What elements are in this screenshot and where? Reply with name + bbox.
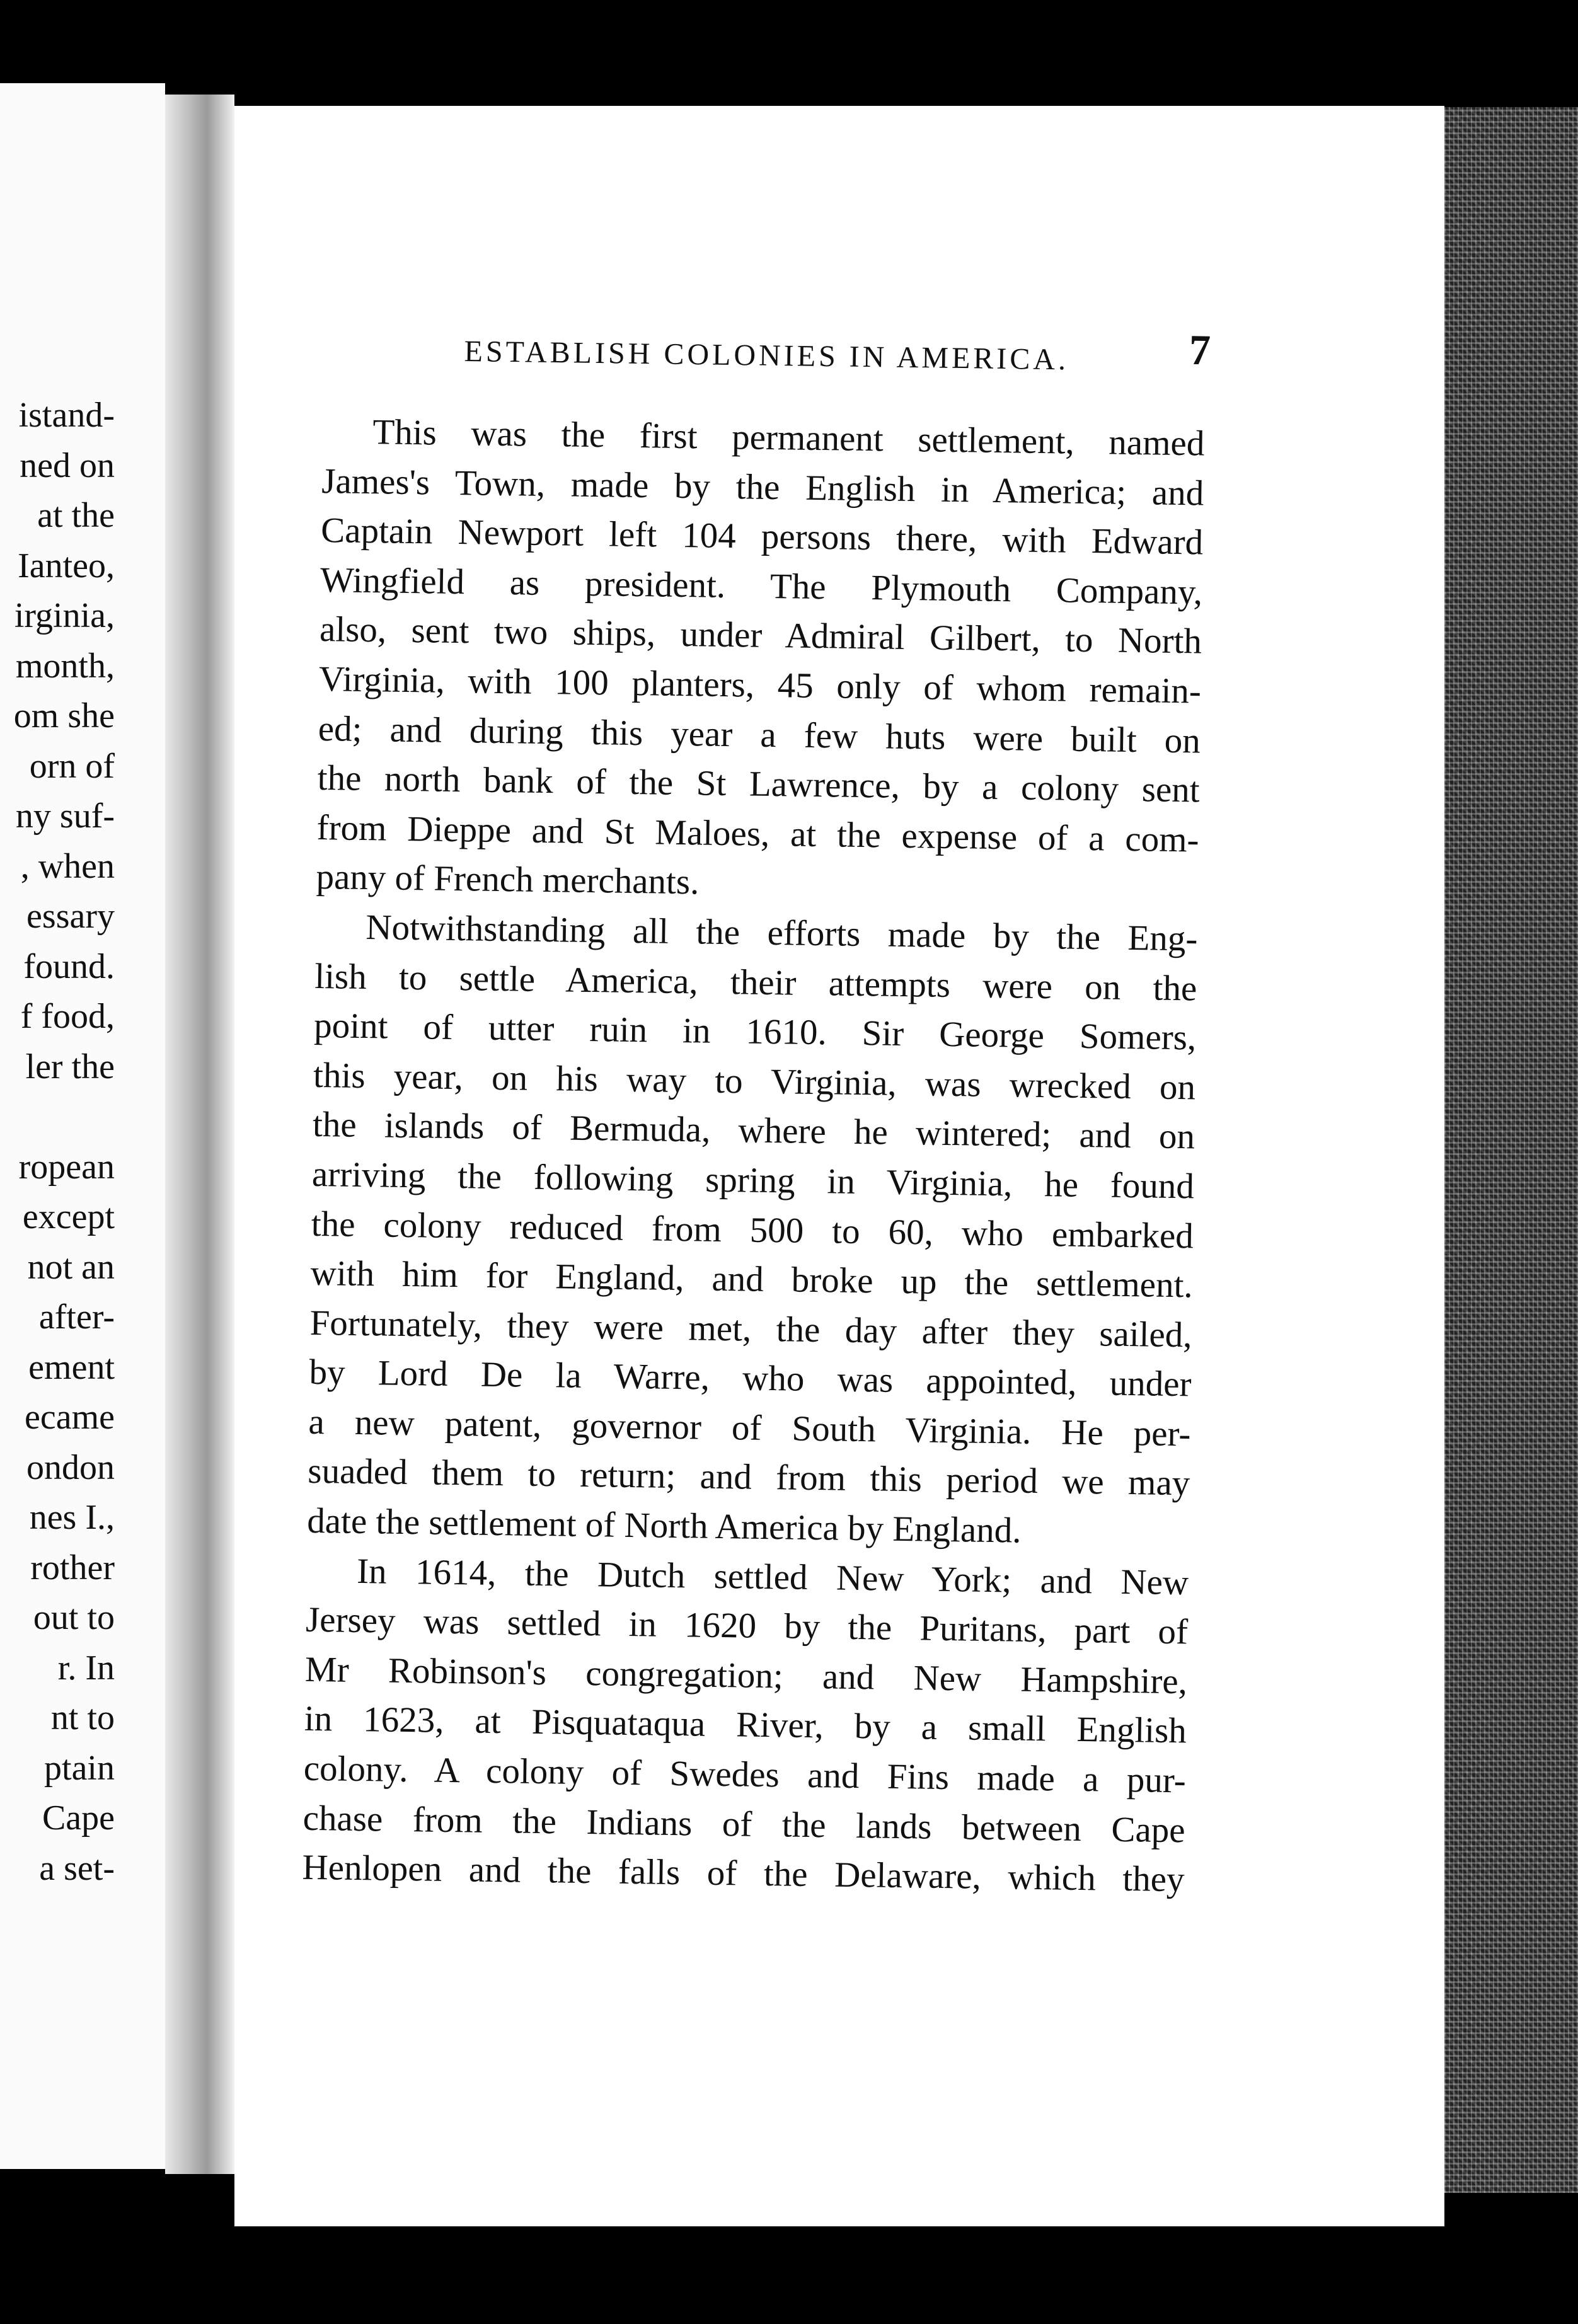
left-line: nes I.,: [29, 1498, 115, 1537]
left-line: , when: [20, 846, 115, 886]
text-line: Mr Robinson's congregation; and New Hampshire,: [304, 1649, 1188, 1702]
left-line: ropean: [18, 1147, 115, 1187]
left-line: month,: [15, 646, 115, 686]
left-line: orn of: [29, 746, 115, 786]
text-line: from Dieppe and St Maloes, at the expense of a com-: [316, 807, 1199, 860]
left-line: ned on: [20, 446, 115, 485]
paragraph: [307, 902, 1198, 1558]
text-line: Notwithstanding all the efforts made by the Eng-: [366, 907, 1198, 959]
text-line: Fortunately, they were met, the day after they sailed,: [309, 1303, 1193, 1355]
left-line: ement: [28, 1347, 115, 1387]
left-line: out to: [33, 1598, 115, 1637]
text-line: with him for England, and broke up the settlement.: [310, 1253, 1194, 1306]
text-line: suaded them to return; and from this period we may: [307, 1451, 1190, 1504]
left-line: a set-: [39, 1848, 115, 1888]
paragraph: [302, 1546, 1189, 1905]
text-line: the islands of Bermuda, where he wintered; and on: [312, 1105, 1195, 1157]
left-page: [0, 83, 165, 2169]
text-line: ed; and during this year a few huts were built on: [318, 708, 1201, 761]
text-line: Captain Newport left 104 persons there, with Edward: [320, 510, 1204, 563]
left-line: istand-: [18, 396, 115, 435]
text-line: Jersey was settled in 1620 by the Puritans, part of: [305, 1600, 1189, 1652]
left-line: not an: [27, 1247, 115, 1287]
left-page-text-fragments: [14, 391, 115, 1894]
text-line: In 1614, the Dutch settled New York; and New: [356, 1551, 1189, 1603]
left-line: at the: [37, 496, 115, 535]
text-line: the colony reduced from 500 to 60, who embarked: [311, 1204, 1194, 1256]
text-line: pany of French merchants.: [316, 857, 700, 902]
left-line-gap: [14, 1092, 115, 1142]
page-number: 7: [1189, 325, 1211, 374]
text-line: arriving the following spring in Virginia, he found: [311, 1154, 1195, 1207]
left-line: ny suf-: [15, 797, 115, 836]
left-line: nt to: [50, 1698, 115, 1737]
left-line: r. In: [57, 1648, 115, 1688]
text-line: by Lord De la Warre, who was appointed, under: [309, 1352, 1192, 1405]
text-line: chase from the Indians of the lands between Cape: [302, 1798, 1186, 1850]
text-line: in 1623, at Pisquataqua River, by a small English: [304, 1699, 1187, 1751]
left-line: Ianteo,: [18, 546, 115, 585]
book-fore-edge: [1444, 107, 1578, 2193]
text-line: Henlopen and the falls of the Delaware, which they: [302, 1847, 1185, 1900]
left-line: irginia,: [14, 596, 115, 635]
left-line: f food,: [20, 997, 115, 1036]
left-line: rother: [30, 1548, 115, 1587]
text-line: point of utter ruin in 1610. Sir George Somers,: [313, 1006, 1197, 1058]
left-line: ptain: [44, 1748, 115, 1788]
left-line: ondon: [26, 1447, 115, 1487]
text-line: James's Town, made by the English in America; and: [321, 461, 1204, 514]
text-line: a new patent, governor of South Virginia. He per-: [308, 1401, 1191, 1454]
body-text: [302, 407, 1205, 1905]
text-line: the north bank of the St Lawrence, by a colony sent: [317, 758, 1201, 810]
left-line: ecame: [25, 1398, 115, 1437]
text-line: Virginia, with 100 planters, 45 only of whom remain-: [318, 659, 1202, 711]
left-line: found.: [23, 946, 115, 986]
running-head: ESTABLISH COLONIES IN AMERICA.: [464, 334, 1069, 377]
left-line: except: [22, 1197, 115, 1236]
left-line: after-: [38, 1297, 115, 1337]
text-line: date the settlement of North America by England.: [306, 1500, 1022, 1551]
text-line: colony. A colony of Swedes and Fins made a pur-: [303, 1748, 1187, 1801]
book-gutter: [165, 95, 234, 2174]
text-line: lish to settle America, their attempts were on the: [314, 956, 1197, 1008]
right-page: [234, 106, 1444, 2226]
text-line: This was the first permanent settlement, named: [372, 412, 1205, 464]
left-line: ler the: [25, 1047, 115, 1086]
text-line: Wingfield as president. The Plymouth Company,: [320, 560, 1203, 613]
left-line: essary: [26, 897, 115, 936]
text-line: also, sent two ships, under Admiral Gilbert, to North: [319, 609, 1202, 662]
text-line: this year, on his way to Virginia, was wrecked on: [313, 1055, 1196, 1108]
left-line: Cape: [42, 1798, 115, 1838]
paragraph: [316, 407, 1205, 914]
left-line: om she: [13, 696, 115, 735]
